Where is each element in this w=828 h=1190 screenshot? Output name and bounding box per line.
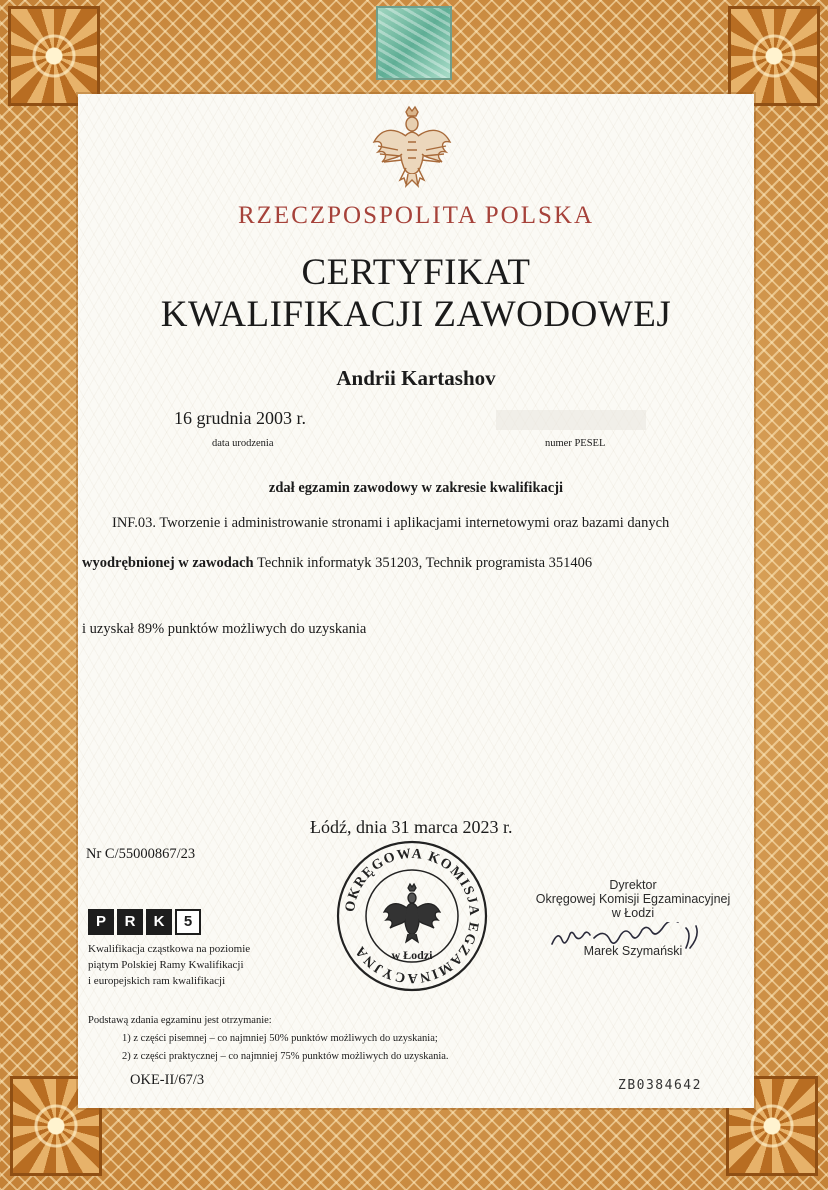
qualification-name: INF.03. Tworzenie i administrowanie stronami i aplikacjami internetowymi oraz bazami danych <box>112 515 670 531</box>
official-seal <box>334 838 490 994</box>
certificate-content <box>78 94 754 1108</box>
prk-letter: K <box>146 909 172 935</box>
prk-letter: R <box>117 909 143 935</box>
director-institution: Okręgowej Komisji Egzaminacyjnej <box>535 892 731 906</box>
exam-passed-statement: zdał egzamin zawodowy w zakresie kwalifikacji <box>268 480 564 496</box>
birth-date-caption: data urodzenia <box>212 438 274 449</box>
prk-description-line: piątym Polskiej Ramy Kwalifikacji <box>88 959 244 971</box>
frame-corner-ornament <box>728 6 820 106</box>
title-line: KWALIFIKACJI ZAWODOWEJ <box>160 294 672 335</box>
birth-date: 16 grudnia 2003 r. <box>174 408 306 428</box>
issue-place-date: Łódź, dnia 31 marca 2023 r. <box>310 817 513 837</box>
polish-eagle-emblem <box>370 102 454 194</box>
professions-line <box>82 555 592 572</box>
seal-eagle-icon <box>384 884 440 942</box>
holder-name: Andrii Kartashov <box>336 366 496 390</box>
director-city: w Łodzi <box>611 906 655 920</box>
exam-basis <box>88 1012 449 1066</box>
prk-level-badge <box>88 909 201 935</box>
seal-text: OKRĘGOWA KOMISJA EGZAMINACYJNA <box>342 846 482 986</box>
republic-header: RZECZPOSPOLITA POLSKA <box>237 202 594 229</box>
prk-description-line: i europejskich ram kwalifikacji <box>88 975 226 987</box>
prk-description-line: Kwalifikacja cząstkowa na poziomie <box>88 943 251 955</box>
certificate-number: Nr C/55000867/23 <box>86 846 196 862</box>
director-title: Dyrektor <box>609 878 657 892</box>
form-code: OKE-II/67/3 <box>130 1072 205 1088</box>
exam-basis-intro: Podstawą zdania egzaminu jest otrzymanie: <box>88 1015 272 1026</box>
seal-city: w Łodzi <box>391 948 433 962</box>
prk-letter: P <box>88 909 114 935</box>
serial-number: ZB0384642 <box>618 1078 702 1093</box>
exam-basis-item: 1) z części pisemnej – co najmniej 50% punktów możliwych do uzyskania; <box>122 1033 438 1044</box>
certificate-title <box>78 252 754 336</box>
title-line: CERTYFIKAT <box>301 252 531 293</box>
prk-level: 5 <box>175 909 201 935</box>
pesel-value-redacted <box>496 410 646 430</box>
hologram-security-mark <box>376 6 452 80</box>
score-statement: i uzyskał 89% punktów możliwych do uzyskania <box>82 621 367 637</box>
pesel-caption: numer PESEL <box>545 438 606 449</box>
professions-list: Technik informatyk 351203, Technik programista 351406 <box>256 555 593 571</box>
frame-corner-ornament <box>8 6 100 106</box>
director-name: Marek Szymański <box>583 944 683 958</box>
exam-basis-item: 2) z części praktycznej – co najmniej 75% punktów możliwych do uzyskania. <box>122 1051 449 1062</box>
director-block <box>518 878 748 920</box>
prk-description <box>88 941 308 989</box>
professions-label: wyodrębnionej w zawodach <box>82 555 254 571</box>
